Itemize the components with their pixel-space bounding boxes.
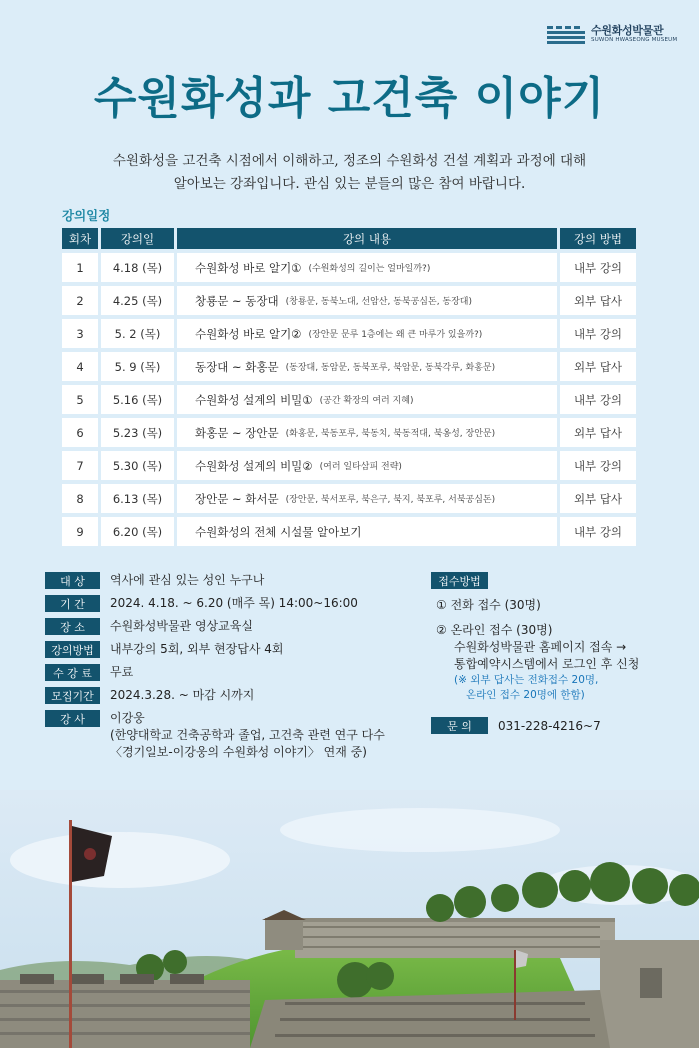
date-cell: 6.13 (목) <box>101 484 174 513</box>
round-cell: 5 <box>62 385 98 414</box>
lecture-detail: (장안문 문루 1층에는 왜 큰 마루가 있을까?) <box>308 330 483 340</box>
schedule-row <box>62 352 636 381</box>
info-method <box>45 641 385 658</box>
header-date: 강의일 <box>101 228 174 249</box>
date-cell: 4.18 (목) <box>101 253 174 282</box>
apply-online-line: ② 온라인 접수 (30명) <box>436 623 553 637</box>
contact-phone: 031-228-4216~7 <box>498 718 601 733</box>
lecture-title: 장안문 ~ 화서문 <box>195 491 279 506</box>
fortress-scene-image <box>0 790 699 1048</box>
apply-online <box>436 622 639 703</box>
lecture-detail: (장안문, 북서포루, 북은구, 북지, 북포루, 서북공심돈) <box>285 495 496 505</box>
date-cell: 5.30 (목) <box>101 451 174 480</box>
schedule-row <box>62 319 636 348</box>
page-title: 수원화성과 고건축 이야기 <box>93 73 606 124</box>
apply-online-line: 수원화성박물관 홈페이지 접속 → <box>454 640 627 654</box>
info-value: 2024.3.28. ~ 마감 시까지 <box>110 688 255 702</box>
lecture-detail: (수원화성의 길이는 얼마일까?) <box>308 264 431 274</box>
method-cell: 내부 강의 <box>560 451 636 480</box>
lecture-title: 창룡문 ~ 동장대 <box>195 293 279 308</box>
header-content: 강의 내용 <box>177 228 557 249</box>
content-cell <box>177 286 557 315</box>
date-cell: 4.25 (목) <box>101 286 174 315</box>
contact-label: 문 의 <box>431 717 488 734</box>
info-value <box>110 710 385 761</box>
method-cell: 외부 답사 <box>560 418 636 447</box>
logo-name-en: SUWON HWASEONG MUSEUM <box>591 36 678 43</box>
course-info <box>45 572 385 767</box>
schedule-row <box>62 253 636 282</box>
logo-name-ko: 수원화성박물관 <box>591 23 664 37</box>
info-value: 내부강의 5회, 외부 현장답사 4회 <box>110 642 284 656</box>
lecture-detail: (동장대, 동암문, 동북포루, 북암문, 동북각루, 화홍문) <box>285 363 496 373</box>
info-label: 기 간 <box>45 595 100 612</box>
schedule-row <box>62 451 636 480</box>
lecture-title: 동장대 ~ 화홍문 <box>195 359 279 374</box>
lecture-title: 수원화성 설계의 비밀① <box>195 392 313 407</box>
info-value: 수원화성박물관 영상교육실 <box>110 619 253 633</box>
content-cell <box>177 484 557 513</box>
method-cell: 외부 답사 <box>560 286 636 315</box>
apply-note-line: 온라인 접수 20명에 한함) <box>466 689 585 701</box>
lecture-title: 화홍문 ~ 장안문 <box>195 425 279 440</box>
info-lecturer <box>45 710 385 761</box>
round-cell: 4 <box>62 352 98 381</box>
lecture-detail: (창룡문, 동북노대, 선암산, 동북공심돈, 동장대) <box>285 297 473 307</box>
content-cell <box>177 418 557 447</box>
schedule-row <box>62 484 636 513</box>
round-cell: 2 <box>62 286 98 315</box>
application-info <box>431 572 639 703</box>
info-label: 강 사 <box>45 710 100 727</box>
schedule-row <box>62 517 636 546</box>
info-value: 2024. 4.18. ~ 6.20 (매주 목) 14:00~16:00 <box>110 596 358 610</box>
schedule-table <box>62 228 636 550</box>
apply-note-line: (※ 외부 답사는 전화접수 20명, <box>454 674 599 686</box>
round-cell: 8 <box>62 484 98 513</box>
lecture-title: 수원화성 바로 알기① <box>195 260 302 275</box>
date-cell: 5.16 (목) <box>101 385 174 414</box>
lecture-detail: (공간 확장의 여러 지혜) <box>319 396 414 406</box>
info-fee <box>45 664 385 681</box>
intro-text <box>60 150 639 196</box>
date-cell: 6.20 (목) <box>101 517 174 546</box>
info-value: 역사에 관심 있는 성인 누구나 <box>110 573 265 587</box>
intro-line: 알아보는 강좌입니다. 관심 있는 분들의 많은 참여 바랍니다. <box>173 176 526 192</box>
method-cell: 내부 강의 <box>560 253 636 282</box>
header-round: 회차 <box>62 228 98 249</box>
method-cell: 내부 강의 <box>560 517 636 546</box>
date-cell: 5. 9 (목) <box>101 352 174 381</box>
method-cell: 내부 강의 <box>560 385 636 414</box>
contact-info <box>431 717 601 734</box>
info-label: 장 소 <box>45 618 100 635</box>
apply-phone: ① 전화 접수 (30명) <box>436 598 541 612</box>
hwaseong-fortress-photo <box>0 790 699 1048</box>
schedule-table-header <box>62 228 636 249</box>
lecture-title: 수원화성 바로 알기② <box>195 326 302 341</box>
round-cell: 9 <box>62 517 98 546</box>
museum-logo <box>547 24 677 44</box>
method-cell: 내부 강의 <box>560 319 636 348</box>
content-cell <box>177 517 557 546</box>
apply-online-line: 통합예약시스템에서 로그인 후 신청 <box>454 657 640 671</box>
apply-label: 접수방법 <box>431 572 488 589</box>
date-cell: 5.23 (목) <box>101 418 174 447</box>
round-cell: 7 <box>62 451 98 480</box>
info-label: 수 강 료 <box>45 664 100 681</box>
content-cell <box>177 253 557 282</box>
schedule-row <box>62 286 636 315</box>
method-cell: 외부 답사 <box>560 484 636 513</box>
lecturer-line: 〈경기일보-이강웅의 수원화성 이야기〉 연재 중) <box>110 745 367 759</box>
content-cell <box>177 385 557 414</box>
content-cell <box>177 352 557 381</box>
info-label: 대 상 <box>45 572 100 589</box>
lecturer-line: 이강웅 <box>110 711 145 725</box>
method-cell: 외부 답사 <box>560 352 636 381</box>
info-period <box>45 595 385 612</box>
info-label: 강의방법 <box>45 641 100 658</box>
date-cell: 5. 2 (목) <box>101 319 174 348</box>
lecture-title: 수원화성 설계의 비밀② <box>195 458 313 473</box>
schedule-heading: 강의일정 <box>62 208 111 223</box>
lecture-title: 수원화성의 전체 시설물 알아보기 <box>195 524 362 539</box>
schedule-row <box>62 385 636 414</box>
round-cell: 3 <box>62 319 98 348</box>
info-place <box>45 618 385 635</box>
schedule-rows <box>62 253 636 546</box>
schedule-row <box>62 418 636 447</box>
lecture-detail: (여러 일타삼피 전략) <box>319 462 402 472</box>
info-target <box>45 572 385 589</box>
lecturer-line: (한양대학교 건축공학과 졸업, 고건축 관련 연구 다수 <box>110 728 385 742</box>
info-label: 모집기간 <box>45 687 100 704</box>
info-value: 무료 <box>110 665 134 679</box>
content-cell <box>177 451 557 480</box>
fortress-wall-logo-icon <box>547 24 585 44</box>
lecture-detail: (화홍문, 북동포루, 북동치, 북동적대, 북옹성, 장안문) <box>285 429 496 439</box>
round-cell: 1 <box>62 253 98 282</box>
round-cell: 6 <box>62 418 98 447</box>
info-recruit <box>45 687 385 704</box>
content-cell <box>177 319 557 348</box>
header-method: 강의 방법 <box>560 228 636 249</box>
intro-line: 수원화성을 고건축 시점에서 이해하고, 정조의 수원화성 건설 계획과 과정에 대해 <box>112 153 587 169</box>
